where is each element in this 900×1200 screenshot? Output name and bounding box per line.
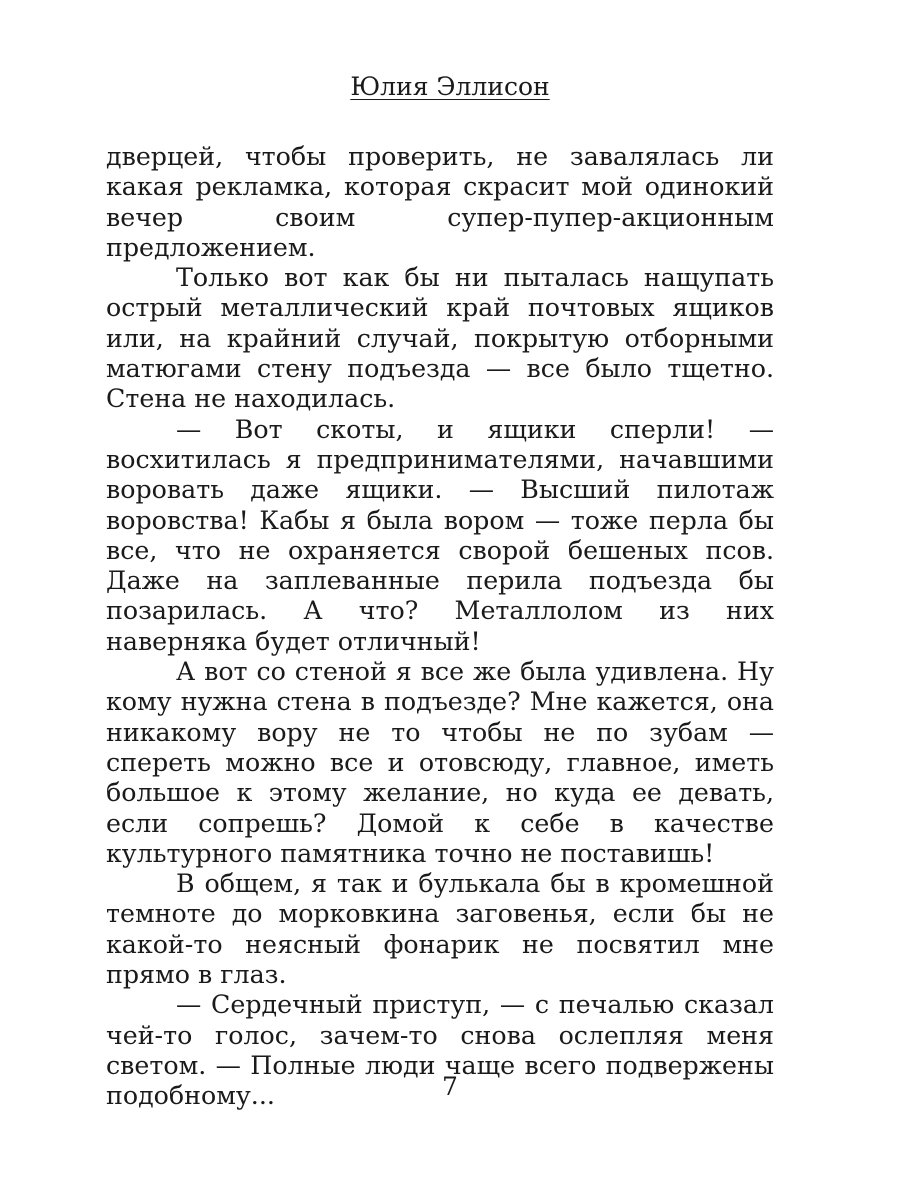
paragraph: А вот со стеной я все же была удивлена. Ну кому нужна стена в подъезде? Мне кажется, она никакому вору не то чтобы не по зубам — спереть можно все и отовсюду, главное, иметь большое к этому желание, но куда ее девать, если сопрешь? Домой к себе в качестве культурного памятника точно не поставишь!	[106, 657, 774, 868]
paragraph-dialogue: — Сердечный приступ, — с печалью сказал чей-то голос, зачем-то снова ослепляя меня светом. — Полные люди чаще всего подвержены подобному...	[106, 990, 774, 1111]
paragraph: В общем, я так и булькала бы в кромешной темноте до морковкина заговенья, если бы не какой-то неясный фонарик не посвятил мне прямо в глаз.	[106, 869, 774, 990]
running-header	[0, 70, 900, 104]
paragraph-continued: дверцей, чтобы проверить, не завалялась ли какая рекламка, которая скрасит мой одинокий вечер своим супер-пупер-акционным предложением.	[106, 142, 774, 262]
page-number: 7	[442, 1072, 458, 1101]
paragraph: Только вот как бы ни пыталась нащупать острый металлический край почтовых ящиков или, на крайний случай, покрытую отборными матюгами стену подъезда — все было тщетно. Стена не находилась.	[106, 263, 774, 414]
body-text	[106, 142, 774, 1112]
paragraph-dialogue: — Вот скоты, и ящики сперли! — восхитилась я предпринимателями, начавшими воровать даже ящики. — Высший пилотаж воровства! Кабы я была вором — тоже перла бы все, что не охраняется сворой бешеных псов. Даже на заплеванные перила подъезда бы позарилась. А что? Металлолом из них наверняка будет отличный!	[106, 414, 774, 656]
author-name: Юлия Эллисон	[350, 72, 550, 101]
